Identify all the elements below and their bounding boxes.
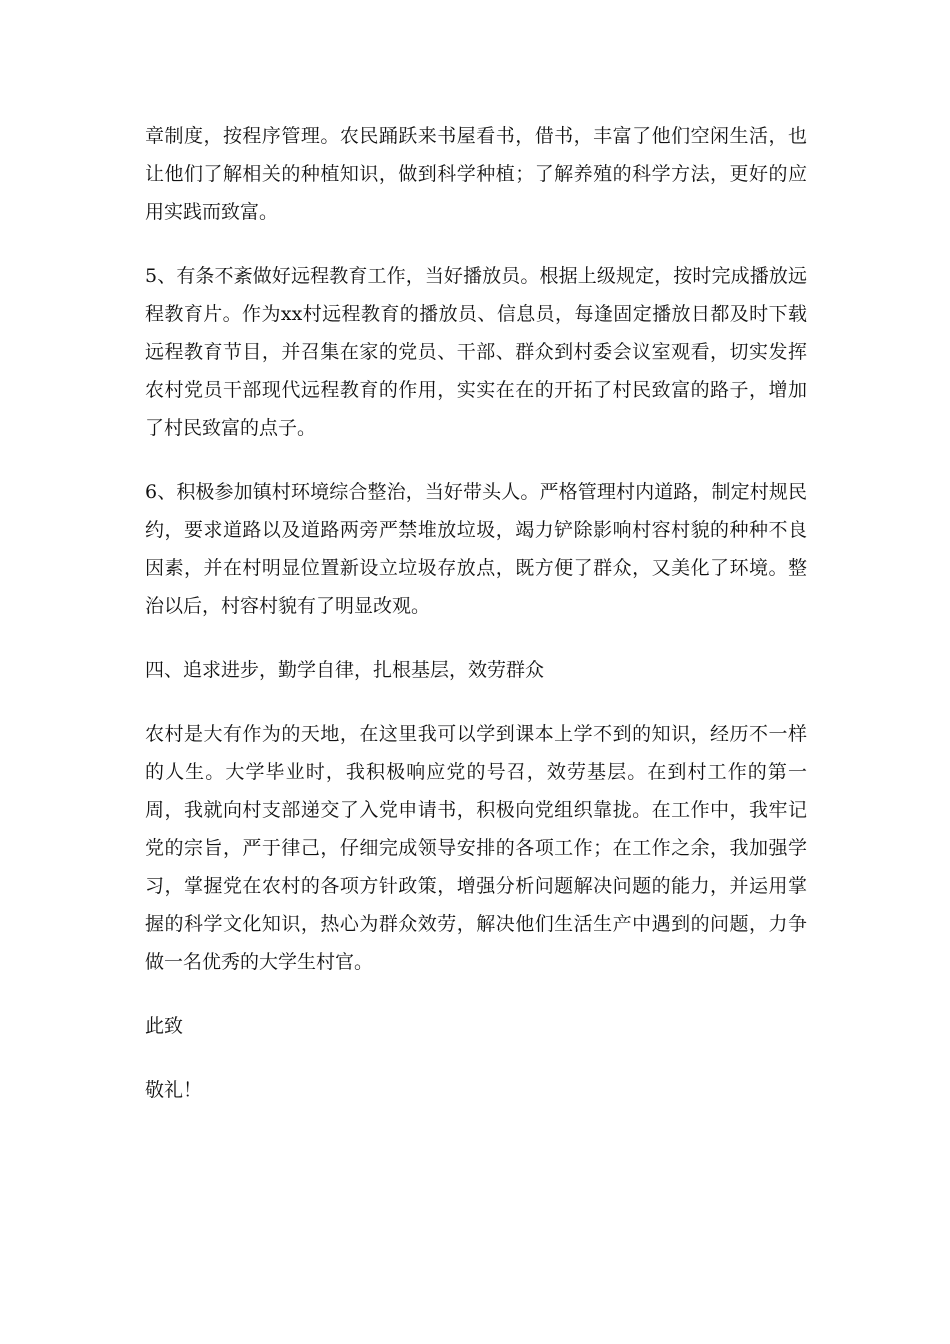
paragraph-environment: 6、积极参加镇村环境综合整治，当好带头人。严格管理村内道路，制定村规民约，要求道路以及道路两旁严禁堆放垃圾，竭力铲除影响村容村貌的种种不良因素，并在村明显位置新设立垃圾存放点，既方便了群众，又美化了环境。整治以后，村容村貌有了明显改观。 (145, 481, 807, 617)
paragraph-gap (145, 625, 807, 651)
paragraph-gap (145, 1045, 807, 1071)
paragraph-gap (145, 689, 807, 715)
paragraph-reading-room: 章制度，按程序管理。农民踊跃来书屋看书，借书，丰富了他们空闲生活，也让他们了解相关的种植知识，做到科学种植；了解养殖的科学方法，更好的应用实践而致富。 (145, 125, 807, 223)
paragraph-rural-life: 农村是大有作为的天地，在这里我可以学到课本上学不到的知识，经历不一样的人生。大学毕业时，我积极响应党的号召，效劳基层。在到村工作的第一周，我就向村支部递交了入党申请书，积极向党组织靠拢。在工作中，我牢记党的宗旨，严于律己，仔细完成领导安排的各项工作；在工作之余，我加强学习，掌握党在农村的各项方针政策，增强分析问题解决问题的能力，并运用掌握的科学文化知识，热心为群众效劳，解决他们生活生产中遇到的问题，力争做一名优秀的大学生村官。 (145, 723, 807, 973)
paragraph-gap (145, 981, 807, 1007)
section-heading: 四、追求进步，勤学自律，扎根基层，效劳群众 (145, 659, 545, 681)
closing-regards: 敬礼！ (145, 1079, 203, 1101)
paragraph-gap (145, 231, 807, 257)
closing-salutation: 此致 (145, 1015, 184, 1037)
document-body (145, 117, 807, 1109)
paragraph-remote-education: 5、有条不紊做好远程教育工作，当好播放员。根据上级规定，按时完成播放远程教育片。作为xx村远程教育的播放员、信息员，每逢固定播放日都及时下载远程教育节目，并召集在家的党员、干部、群众到村委会议室观看，切实发挥农村党员干部现代远程教育的作用，实实在在的开拓了村民致富的路子，增加了村民致富的点子。 (145, 265, 807, 439)
paragraph-gap (145, 447, 807, 473)
